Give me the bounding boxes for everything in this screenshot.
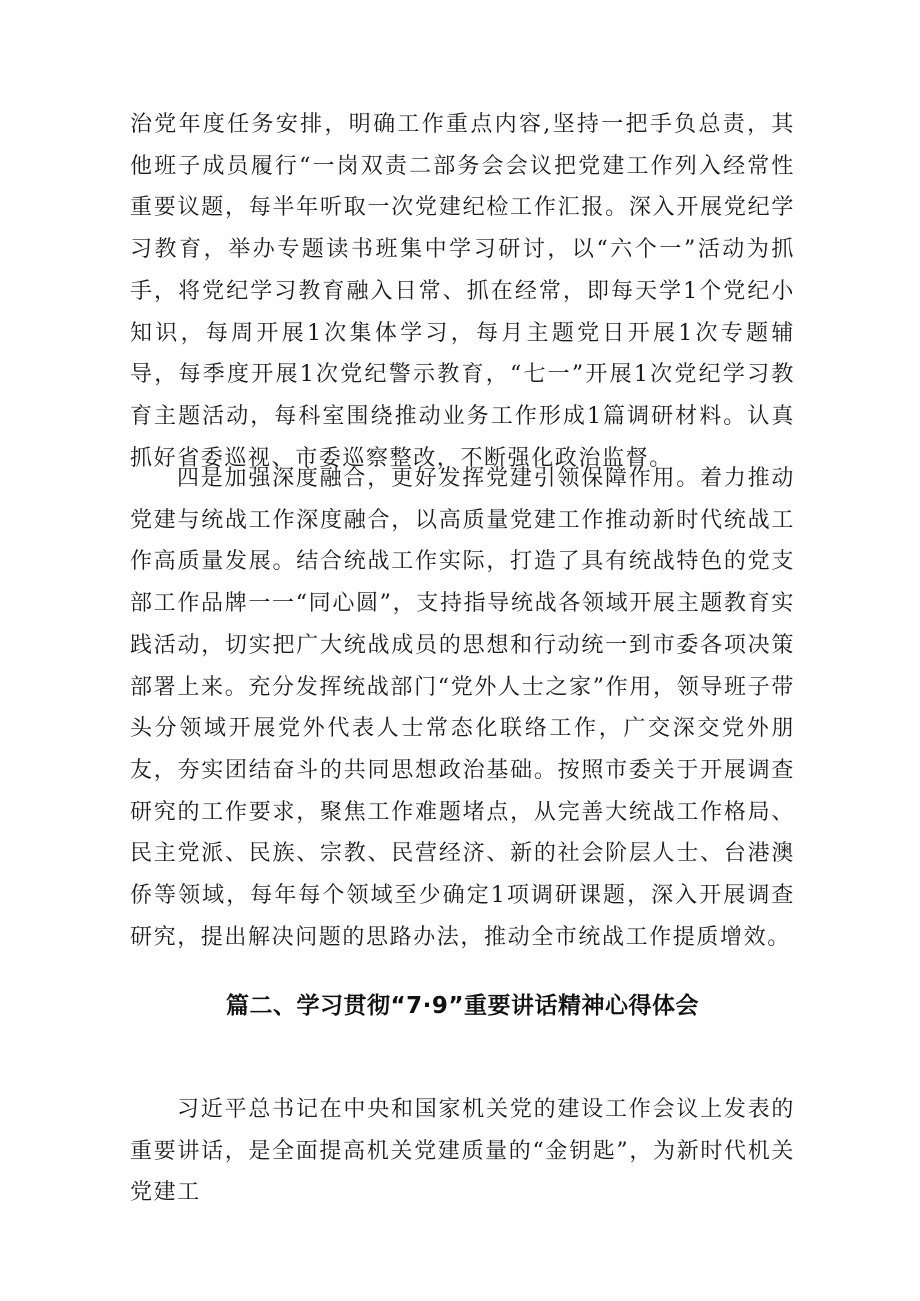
body-paragraph-continued: 治党年度任务安排，明确工作重点内容,坚持一把手负总责，其他班子成员履行“一岗双责二部务会会议把党建工作列入经常性重要议题，每半年听取一次党建纪检工作汇报。深入开展党纪学习教育，举办专题读书班集中学习研讨，以“六个一”活动为抓手，将党纪学习教育融入日常、抓在经常，即每天学1个党纪小知识，每周开展1次集体学习，每月主题党日开展1次专题辅导，每季度开展1次党纪警示教育，“七一”开展1次党纪学习教育主题活动，每科室围绕推动业务工作形成1篇调研材料。认真抓好省委巡视、市委巡察整改，不断强化政治监督。 [130, 112, 795, 471]
body-paragraph-integration: 四是加强深度融合，更好发挥党建引领保障作用。着力推动党建与统战工作深度融合，以高质量党建工作推动新时代统战工作高质量发展。结合统战工作实际，打造了具有统战特色的党支部工作品牌一一“同心圆”，支持指导统战各领域开展主题教育实践活动，切实把广大统战成员的思想和行动统一到市委各项决策部署上来。充分发挥统战部门“党外人士之家”作用，领导班子带头分领域开展党外代表人士常态化联络工作，广交深交党外朋友，夯实团结奋斗的共同思想政治基础。按照市委关于开展调查研究的工作要求，聚焦工作难题堵点，从完善大统战工作格局、民主党派、民族、宗教、民营经济、新的社会阶层人士、台港澳侨等领域，每年每个领域至少确定1项调研课题，深入开展调查研究，提出解决问题的思路办法，推动全市统战工作提质增效。 [130, 466, 795, 950]
section-heading: 篇二、学习贯彻“7·9”重要讲话精神心得体会 [226, 993, 699, 1019]
body-paragraph-intro: 习近平总书记在中央和国家机关党的建设工作会议上发表的重要讲话，是全面提高机关党建质量的“金钥匙”，为新时代机关党建工 [130, 1097, 795, 1206]
